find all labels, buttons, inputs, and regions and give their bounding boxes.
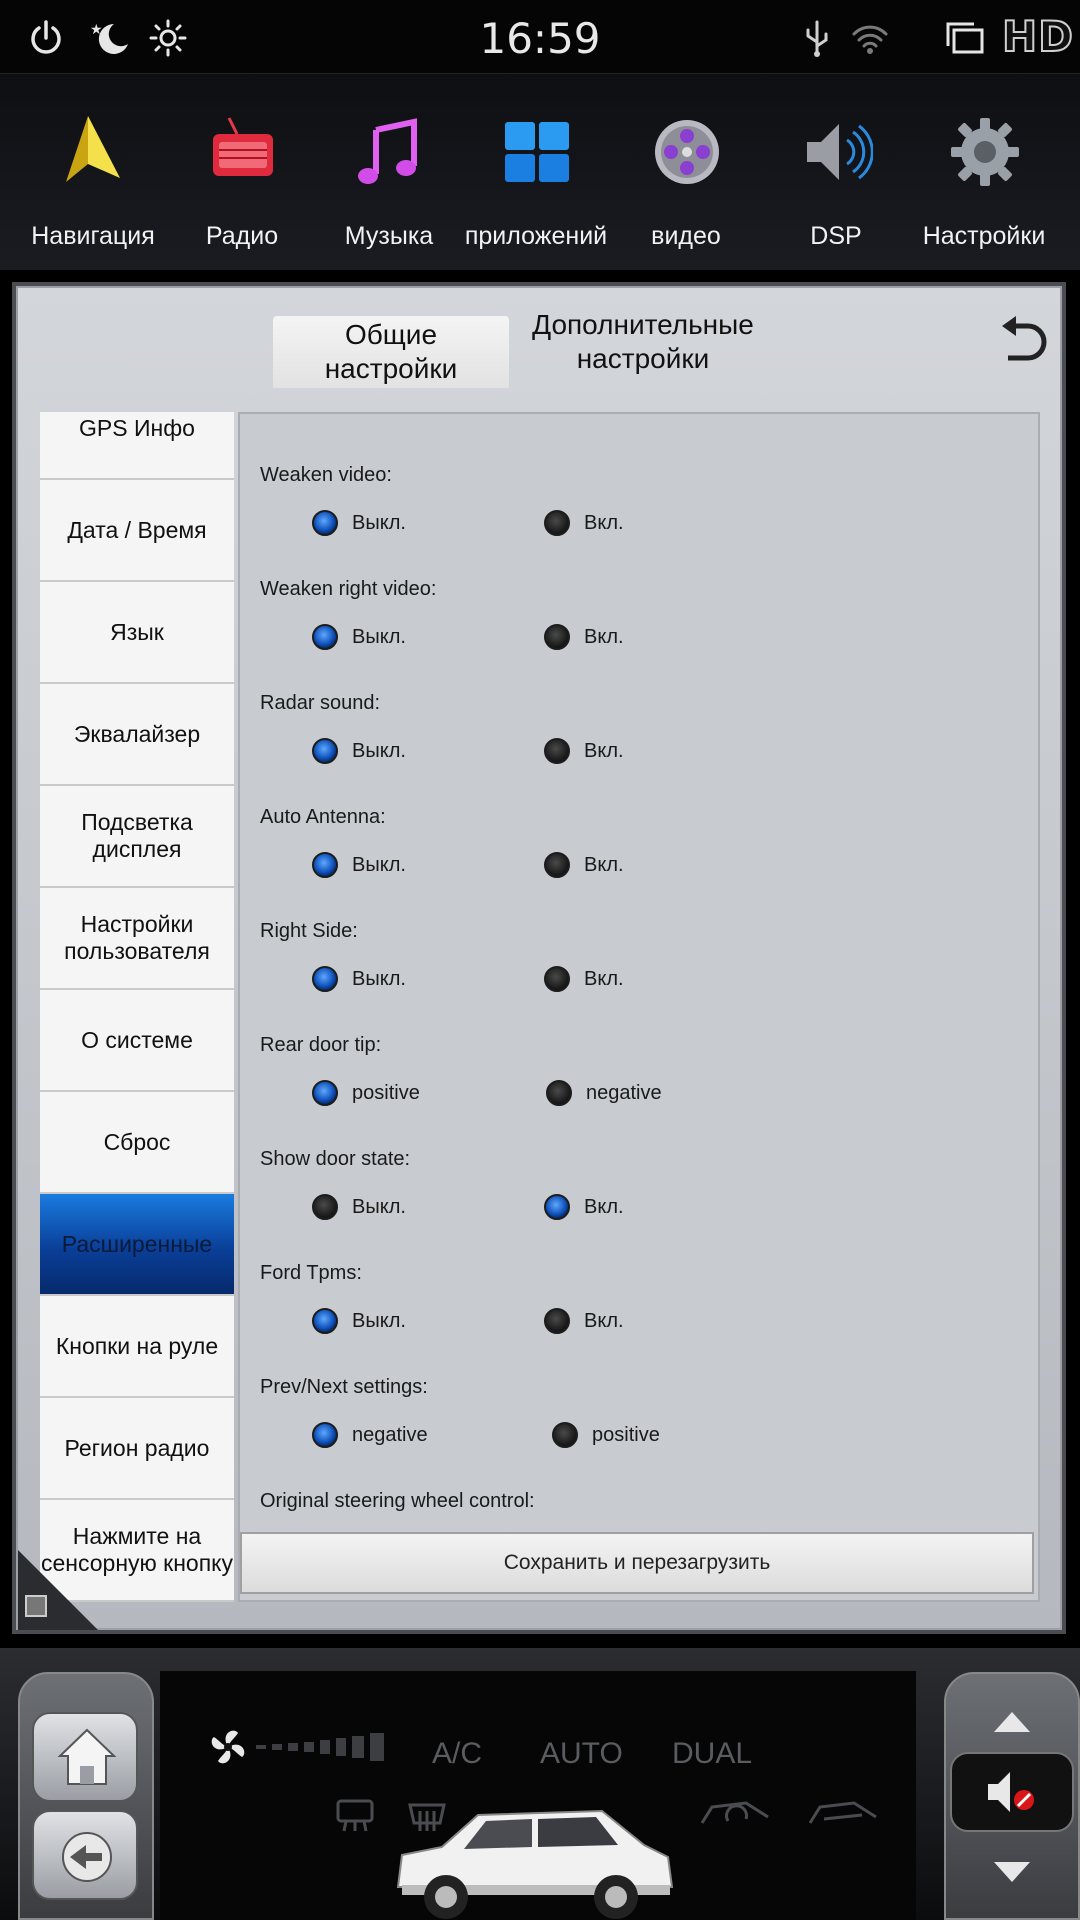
volume-down-icon[interactable] bbox=[992, 1858, 1032, 1886]
status-bar bbox=[0, 0, 1080, 74]
sidebar-item-touch-button[interactable]: Нажмите на сенсорную кнопку bbox=[40, 1500, 234, 1602]
radio-option-on[interactable] bbox=[544, 510, 570, 536]
radio-option-on[interactable] bbox=[544, 1194, 570, 1220]
back-button[interactable] bbox=[32, 1810, 138, 1900]
option-label: Show door state: bbox=[260, 1148, 411, 1170]
radio-option-positive[interactable] bbox=[552, 1422, 578, 1448]
settings-gear-icon bbox=[949, 112, 1021, 192]
option-label: Radar sound: bbox=[260, 692, 381, 714]
fresh-air-icon[interactable] bbox=[806, 1793, 882, 1833]
sidebar-item-gps[interactable]: GPS Инфо bbox=[40, 412, 234, 480]
app-video[interactable]: видео bbox=[611, 74, 761, 270]
sidebar-item-user-settings[interactable]: Настройки пользователя bbox=[40, 888, 234, 990]
radio-option-on[interactable] bbox=[544, 624, 570, 650]
mute-button[interactable] bbox=[950, 1752, 1074, 1832]
option-label: Auto Antenna: bbox=[260, 806, 386, 828]
option-label: Weaken right video: bbox=[260, 578, 437, 600]
option-label: Weaken video: bbox=[260, 464, 392, 486]
app-applications[interactable]: приложений bbox=[461, 74, 611, 270]
right-control-panel bbox=[944, 1672, 1080, 1920]
radio-option-off[interactable] bbox=[312, 1194, 338, 1220]
power-icon[interactable] bbox=[26, 18, 66, 58]
radio-label: positive bbox=[592, 1424, 660, 1446]
radio-label: positive bbox=[352, 1082, 420, 1104]
sidebar-item-reset[interactable]: Сброс bbox=[40, 1092, 234, 1194]
car-image bbox=[382, 1801, 682, 1920]
back-icon[interactable] bbox=[998, 312, 1054, 368]
radio-label: negative bbox=[352, 1424, 428, 1446]
hd-badge: HD bbox=[1002, 12, 1075, 61]
radio-label: Вкл. bbox=[584, 740, 624, 762]
radio-icon bbox=[207, 112, 279, 192]
sidebar-item-language[interactable]: Язык bbox=[40, 582, 234, 684]
option-label: Ford Tpms: bbox=[260, 1262, 362, 1284]
radio-label: Вкл. bbox=[584, 1196, 624, 1218]
app-launcher bbox=[0, 74, 1080, 270]
svg-text:★: ★ bbox=[90, 22, 103, 38]
option-label: Rear door tip: bbox=[260, 1034, 382, 1056]
option-label: Original steering wheel control: bbox=[260, 1490, 535, 1512]
ac-button[interactable]: A/C bbox=[432, 1737, 483, 1770]
app-navigation[interactable]: Навигация bbox=[18, 74, 168, 270]
left-control-panel bbox=[18, 1672, 154, 1920]
music-icon bbox=[354, 112, 426, 192]
radio-label: Выкл. bbox=[352, 1310, 406, 1332]
radio-label: Выкл. bbox=[352, 512, 406, 534]
apps-icon bbox=[501, 112, 573, 192]
option-label: Right Side: bbox=[260, 920, 358, 942]
wifi-icon bbox=[850, 18, 890, 58]
corner-stop-icon[interactable] bbox=[18, 1550, 98, 1630]
radio-label: Вкл. bbox=[584, 512, 624, 534]
climate-display bbox=[160, 1668, 916, 1920]
settings-window bbox=[16, 286, 1062, 1630]
radio-option-off[interactable] bbox=[312, 1308, 338, 1334]
radio-option-off[interactable] bbox=[312, 738, 338, 764]
app-dsp[interactable]: DSP bbox=[761, 74, 911, 270]
home-icon bbox=[34, 1714, 140, 1804]
app-settings[interactable]: Настройки bbox=[909, 74, 1059, 270]
dual-button[interactable]: DUAL bbox=[672, 1737, 753, 1770]
radio-option-on[interactable] bbox=[544, 1308, 570, 1334]
app-radio[interactable]: Радио bbox=[167, 74, 317, 270]
sidebar-item-steering-buttons[interactable]: Кнопки на руле bbox=[40, 1296, 234, 1398]
app-music[interactable]: Музыка bbox=[314, 74, 464, 270]
sidebar-item-backlight[interactable]: Подсветка дисплея bbox=[40, 786, 234, 888]
radio-label: Вкл. bbox=[584, 626, 624, 648]
radio-option-on[interactable] bbox=[544, 738, 570, 764]
mute-icon bbox=[952, 1754, 1072, 1830]
radio-option-negative[interactable] bbox=[546, 1080, 572, 1106]
climate-control-bar bbox=[0, 1648, 1080, 1920]
usb-icon bbox=[802, 18, 832, 58]
brightness-icon[interactable] bbox=[148, 18, 188, 58]
radio-label: Вкл. bbox=[584, 854, 624, 876]
radio-label: Выкл. bbox=[352, 854, 406, 876]
radio-option-off[interactable] bbox=[312, 510, 338, 536]
tab-general-settings[interactable]: Общие настройки bbox=[273, 316, 509, 388]
video-icon bbox=[651, 112, 723, 192]
home-button[interactable] bbox=[32, 1712, 138, 1802]
back-arrow-icon bbox=[34, 1812, 140, 1902]
rear-defrost-icon[interactable] bbox=[334, 1795, 376, 1835]
advanced-settings-panel bbox=[238, 412, 1040, 1602]
radio-label: Выкл. bbox=[352, 1196, 406, 1218]
volume-up-icon[interactable] bbox=[992, 1708, 1032, 1736]
radio-label: Выкл. bbox=[352, 968, 406, 990]
radio-label: Выкл. bbox=[352, 626, 406, 648]
save-and-reboot-button[interactable]: Сохранить и перезагрузить bbox=[240, 1532, 1034, 1594]
sidebar-item-date-time[interactable]: Дата / Время bbox=[40, 480, 234, 582]
radio-label: Вкл. bbox=[584, 1310, 624, 1332]
radio-label: Вкл. bbox=[584, 968, 624, 990]
auto-button[interactable]: AUTO bbox=[540, 1737, 623, 1770]
radio-option-off[interactable] bbox=[312, 624, 338, 650]
radio-option-on[interactable] bbox=[544, 852, 570, 878]
fan-speed-indicator[interactable] bbox=[254, 1729, 390, 1765]
settings-sidebar bbox=[40, 412, 234, 1602]
option-label: Prev/Next settings: bbox=[260, 1376, 428, 1398]
radio-option-on[interactable] bbox=[544, 966, 570, 992]
dsp-speaker-icon bbox=[801, 112, 873, 192]
radio-option-off[interactable] bbox=[312, 966, 338, 992]
sidebar-item-radio-region[interactable]: Регион радио bbox=[40, 1398, 234, 1500]
sidebar-item-equalizer[interactable]: Эквалайзер bbox=[40, 684, 234, 786]
radio-option-negative[interactable] bbox=[312, 1422, 338, 1448]
sidebar-item-advanced[interactable]: Расширенные bbox=[40, 1194, 234, 1296]
radio-label: negative bbox=[586, 1082, 662, 1104]
clock: 16:59 bbox=[479, 14, 601, 63]
fan-icon[interactable] bbox=[204, 1723, 252, 1771]
navigation-icon bbox=[58, 112, 130, 192]
radio-option-positive[interactable] bbox=[312, 1080, 338, 1106]
recirculation-icon[interactable] bbox=[698, 1793, 774, 1833]
sidebar-item-about[interactable]: О системе bbox=[40, 990, 234, 1092]
radio-label: Выкл. bbox=[352, 740, 406, 762]
tab-additional-settings[interactable]: Дополнительные настройки bbox=[532, 309, 754, 374]
radio-option-off[interactable] bbox=[312, 852, 338, 878]
recent-apps-icon[interactable] bbox=[944, 18, 986, 58]
night-mode-icon[interactable] bbox=[88, 18, 132, 58]
